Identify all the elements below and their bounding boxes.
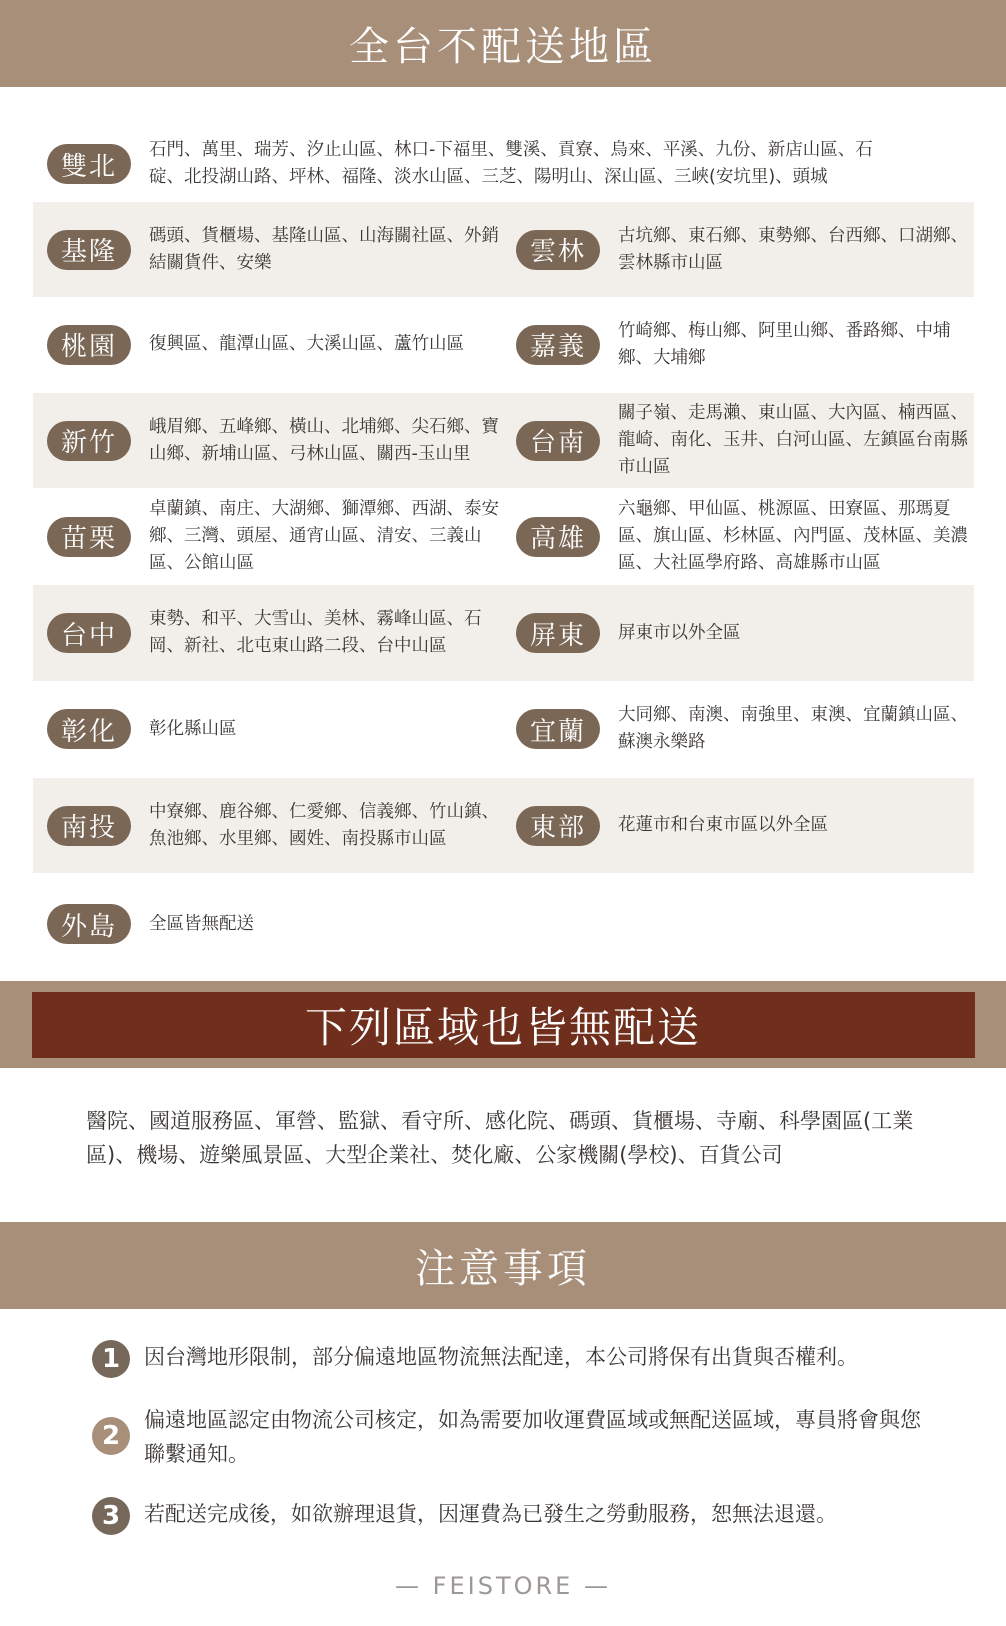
region-badge: 高雄 (516, 517, 600, 557)
region-badge: 東部 (516, 806, 600, 846)
region-areas: 全區皆無配送 (149, 913, 254, 934)
region-areas: 彰化縣山區 (149, 718, 237, 739)
region-areas: 碼頭、貨櫃場、基隆山區、山海關社區、外銷結關貨件、安樂 (149, 225, 499, 273)
number-1-icon: 1 (92, 1340, 130, 1378)
region-yilan (516, 681, 973, 777)
region-row (33, 488, 974, 585)
region-hsinchu (47, 393, 504, 488)
number-3-icon: 3 (92, 1497, 130, 1535)
region-taipei (47, 124, 894, 204)
region-row (33, 681, 974, 777)
region-areas: 屏東市以外全區 (618, 622, 741, 643)
region-areas: 大同鄉、南澳、南強里、東澳、宜蘭鎮山區、蘇澳永樂路 (618, 705, 968, 752)
note-item (92, 1403, 932, 1471)
region-badge: 台南 (516, 421, 600, 461)
region-taoyuan (47, 297, 504, 392)
region-badge: 宜蘭 (516, 709, 600, 749)
region-yunlin (516, 202, 973, 297)
region-badge: 桃園 (47, 325, 131, 365)
no-delivery-title: 下列區域也皆無配送 (32, 992, 975, 1058)
region-badge: 嘉義 (516, 325, 600, 365)
region-row (33, 874, 974, 974)
notes-banner (0, 1222, 1006, 1309)
region-areas: 古坑鄉、東石鄉、東勢鄉、台西鄉、口湖鄉、雲林縣市山區 (618, 225, 968, 273)
region-east (516, 778, 973, 873)
note-text: 因台灣地形限制，部分偏遠地區物流無法配達，本公司將保有出貨與否權利。 (144, 1345, 858, 1369)
region-badge: 苗栗 (47, 517, 131, 557)
region-areas: 竹崎鄉、梅山鄉、阿里山鄉、番路鄉、中埔鄉、大埔鄉 (618, 320, 951, 368)
region-kaohsiung (516, 488, 973, 585)
region-badge: 屏東 (516, 613, 600, 653)
no-delivery-banner (0, 981, 1006, 1068)
region-row (33, 585, 974, 681)
region-row (33, 778, 974, 873)
region-nantou (47, 778, 504, 873)
region-badge: 台中 (47, 613, 131, 653)
number-2-icon: 2 (92, 1417, 130, 1455)
region-badge: 雙北 (47, 144, 131, 184)
note-item (92, 1340, 932, 1378)
region-outer-islands (47, 874, 504, 974)
note-text: 若配送完成後，如欲辦理退貨，因運費為已發生之勞動服務，恕無法退還。 (144, 1502, 837, 1526)
region-badge: 外島 (47, 904, 131, 944)
region-tainan (516, 393, 973, 488)
header-banner (0, 0, 1006, 87)
region-taichung (47, 585, 504, 681)
region-row (33, 202, 974, 297)
no-delivery-list: 醫院、國道服務區、軍營、監獄、看守所、感化院、碼頭、貨櫃場、寺廟、科學園區(工業區)、機場、遊樂風景區、大型企業社、焚化廠、公家機關(學校)、百貨公司 (86, 1109, 914, 1167)
note-item (92, 1497, 932, 1535)
region-badge: 新竹 (47, 421, 131, 461)
region-areas: 石門、萬里、瑞芳、汐止山區、林口-下福里、雙溪、貢寮、烏來、平溪、九份、新店山區、石碇、北投湖山路、坪林、福隆、淡水山區、三芝、陽明山、深山區、三峽(安坑里)、頭城 (149, 140, 873, 187)
region-areas: 中寮鄉、鹿谷鄉、仁愛鄉、信義鄉、竹山鎮、魚池鄉、水里鄉、國姓、南投縣市山區 (149, 801, 499, 849)
region-row (33, 393, 974, 488)
notes-title: 注意事項 (415, 1246, 591, 1292)
region-areas: 卓蘭鎮、南庄、大湖鄉、獅潭鄉、西湖、泰安鄉、三灣、頭屋、通宵山區、清安、三義山區、公館山區 (149, 499, 499, 573)
region-miaoli (47, 488, 504, 585)
region-areas: 東勢、和平、大雪山、美林、霧峰山區、石岡、新社、北屯東山路二段、台中山區 (149, 609, 482, 656)
region-areas: 復興區、龍潭山區、大溪山區、蘆竹山區 (149, 334, 464, 354)
region-chiayi (516, 297, 973, 392)
note-text: 偏遠地區認定由物流公司核定，如為需要加收運費區域或無配送區域，專員將會與您聯繫通知。 (144, 1408, 921, 1466)
region-badge: 基隆 (47, 230, 131, 270)
region-row (33, 297, 974, 392)
region-badge: 南投 (47, 806, 131, 846)
region-row (33, 124, 974, 204)
region-changhua (47, 681, 504, 777)
region-keelung (47, 202, 504, 297)
region-areas: 峨眉鄉、五峰鄉、橫山、北埔鄉、尖石鄉、寶山鄉、新埔山區、弓林山區、關西-玉山里 (149, 416, 499, 464)
region-pingtung (516, 585, 973, 681)
region-areas: 花蓮市和台東市區以外全區 (618, 815, 828, 835)
page-title: 全台不配送地區 (349, 24, 657, 70)
region-badge: 雲林 (516, 230, 600, 270)
region-areas: 六龜鄉、甲仙區、桃源區、田寮區、那瑪夏區、旗山區、杉林區、內門區、茂林區、美濃區、大社區學府路、高雄縣市山區 (618, 499, 968, 573)
footer-brand: — FEISTORE — (395, 1572, 611, 1600)
region-badge: 彰化 (47, 709, 131, 749)
region-areas: 關子嶺、走馬瀨、東山區、大內區、楠西區、龍崎、南化、玉井、白河山區、左鎮區台南縣市山區 (618, 403, 968, 477)
